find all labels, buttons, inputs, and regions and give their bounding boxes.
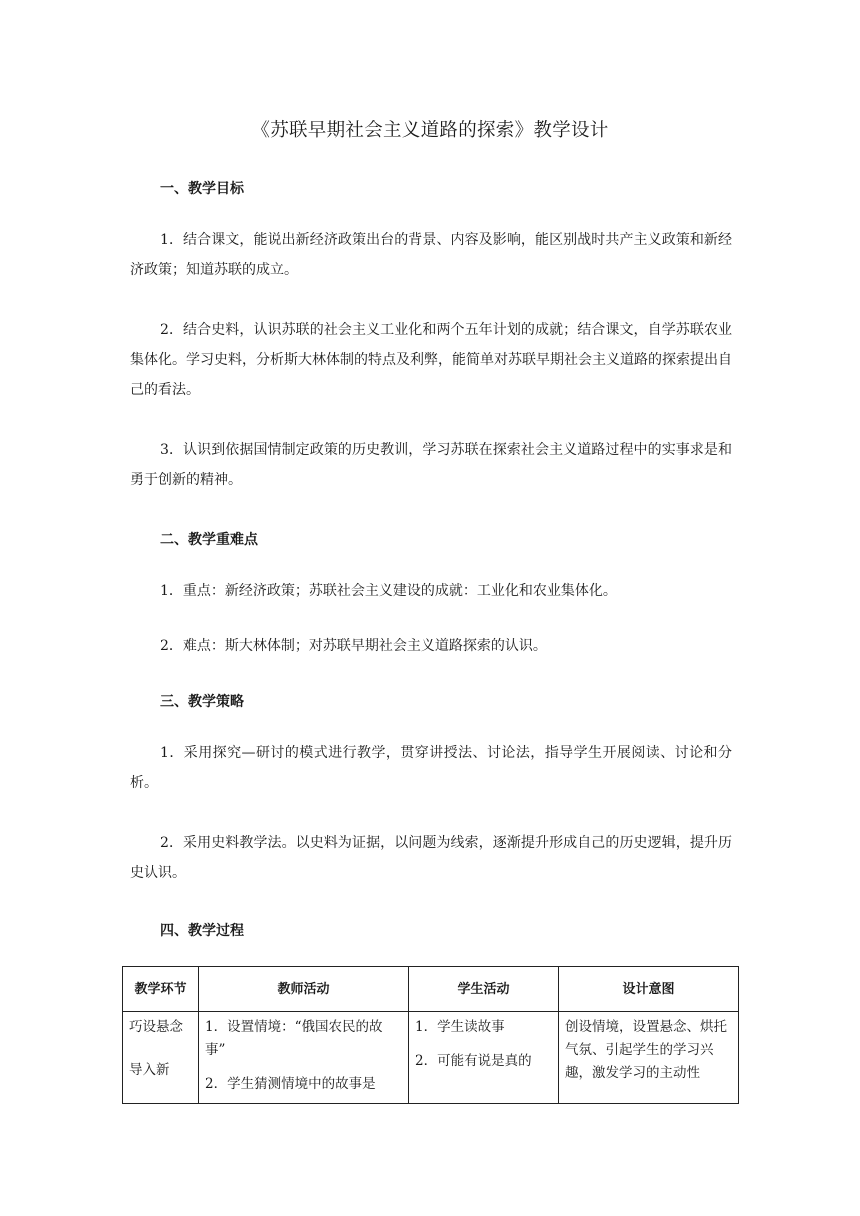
document-title: 《苏联早期社会主义道路的探索》教学设计 [251, 120, 609, 141]
header-stage: 教学环节 [123, 967, 199, 1012]
goals-paragraph-3: 3．认识到依据国情制定政策的历史教训，学习苏联在探索社会主义道路过程中的实事求是和勇于创新的精神。 [130, 442, 732, 488]
student-activity-2: 2．可能有说是真的 [415, 1053, 532, 1069]
section-heading-strategy: 三、教学策略 [160, 694, 244, 710]
section-heading-process: 四、教学过程 [160, 923, 244, 939]
teaching-process-table [122, 966, 739, 1104]
goals-paragraph-2: 2．结合史料，认识苏联的社会主义工业化和两个五年计划的成就；结合课文，自学苏联农业集体化。学习史料，分析斯大林体制的特点及利弊，能简单对苏联早期社会主义道路的探索提出自己的看法。 [130, 322, 732, 398]
cell-design-intent [559, 1012, 739, 1104]
section-heading-keypoints: 二、教学重难点 [160, 532, 258, 548]
section-heading-goals: 一、教学目标 [160, 181, 244, 197]
strategy-paragraph-1: 1．采用探究—研讨的模式进行教学，贯穿讲授法、讨论法，指导学生开展阅读、讨论和分析。 [130, 745, 732, 791]
keypoints-paragraph-1: 1．重点：新经济政策；苏联社会主义建设的成就：工业化和农业集体化。 [160, 583, 617, 599]
cell-student-activity [409, 1012, 559, 1104]
goals-paragraph-1: 1．结合课文，能说出新经济政策出台的背景、内容及影响，能区别战时共产主义政策和新经济政策；知道苏联的成立。 [130, 232, 732, 278]
teacher-activity-2: 2．学生猜测情境中的故事是 [205, 1076, 376, 1092]
stage-text-1: 巧设悬念 [129, 1019, 183, 1035]
strategy-paragraph-2: 2．采用史料教学法。以史料为证据，以问题为线索，逐渐提升形成自己的历史逻辑，提升历史认识。 [130, 835, 732, 881]
table-header-row [123, 967, 739, 1012]
design-intent-text: 创设情境，设置悬念、烘托气氛、引起学生的学习兴趣，激发学习的主动性 [565, 1019, 727, 1081]
keypoints-paragraph-2: 2．难点：斯大林体制；对苏联早期社会主义道路探索的认识。 [160, 638, 547, 654]
cell-stage [123, 1012, 199, 1104]
header-design-intent: 设计意图 [559, 967, 739, 1012]
header-teacher-activity: 教师活动 [199, 967, 409, 1012]
cell-teacher-activity [199, 1012, 409, 1104]
stage-text-2: 导入新 [129, 1062, 170, 1078]
student-activity-1: 1．学生读故事 [415, 1019, 505, 1035]
header-student-activity: 学生活动 [409, 967, 559, 1012]
table-row [123, 1012, 739, 1104]
teacher-activity-1: 1．设置情境：“俄国农民的故事” [205, 1019, 383, 1058]
